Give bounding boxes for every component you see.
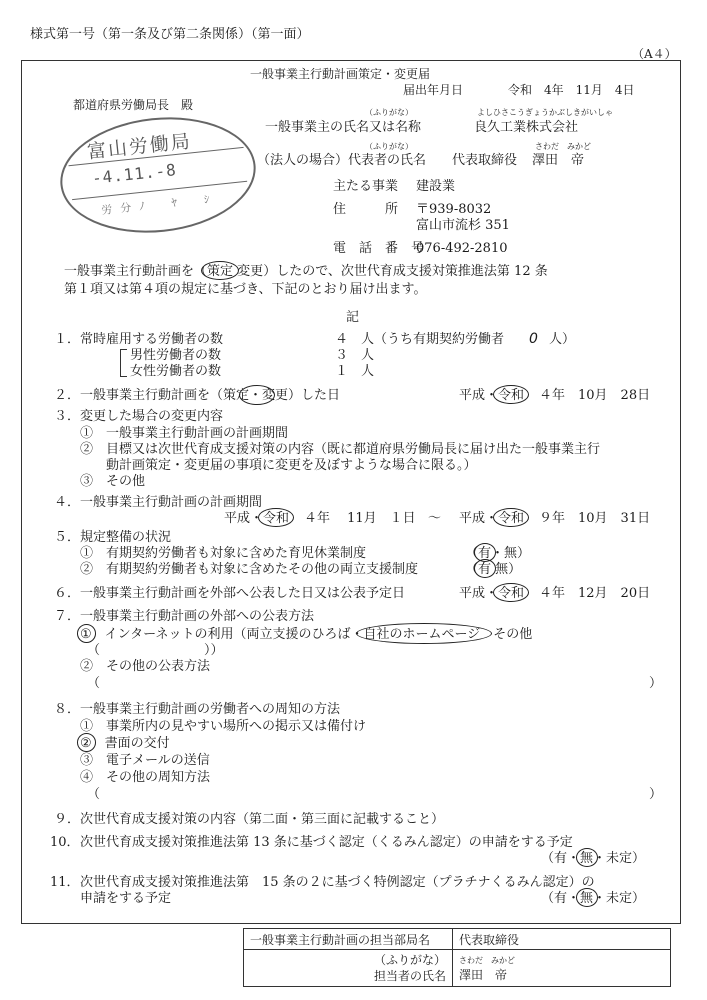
rep-title: 代表取締役 — [452, 153, 518, 168]
female-label: 女性労働者の数 — [130, 364, 222, 379]
era-heisei: 平成・ — [224, 511, 264, 526]
selection-circle — [201, 261, 239, 280]
section5-item1-choice — [465, 547, 530, 560]
end-date: ９年 10月 31日 — [539, 511, 651, 526]
name-furigana: さわだ みかど — [459, 956, 515, 965]
era-reiwa — [263, 511, 289, 526]
selection-circle — [77, 733, 96, 752]
own-homepage — [364, 627, 481, 642]
fixed-term-count: 0 — [529, 331, 538, 347]
choice-no — [580, 891, 593, 906]
paren-close: ） — [649, 676, 663, 691]
section8-item2 — [80, 737, 170, 750]
section11-label-1: 次世代育成支援対策推進法第 15 条の２に基づく特例認定（プラチナくるみん認定）の — [80, 875, 595, 890]
choice-no: ・無） — [491, 546, 531, 561]
section6-num: ６． — [54, 586, 81, 601]
table-row — [244, 929, 671, 950]
selection-circle — [493, 583, 529, 602]
section11-choice — [541, 892, 645, 905]
item-number-text: ① — [80, 627, 92, 642]
era-reiwa-text: 令和 — [498, 511, 525, 526]
item1-other: その他 — [493, 627, 533, 642]
form-label: 様式第一号（第一条及び第二条関係）（第一面） — [30, 27, 310, 42]
item2-text: 書面の交付 — [104, 736, 170, 751]
item-number-text: ② — [80, 736, 92, 751]
period-start — [224, 512, 289, 525]
choice-strategy — [207, 264, 233, 279]
selection-circle — [576, 848, 598, 867]
start-date: ４年 11月 １日 — [304, 511, 416, 526]
stamp-office: 富山労働局 — [86, 130, 193, 164]
section10-choice — [541, 852, 645, 865]
item-number — [80, 736, 92, 751]
name-value: 澤田 帝 — [459, 968, 508, 982]
name-label-cell — [244, 950, 453, 987]
choice-change: 変更 — [237, 264, 264, 279]
male-count: ３ 人 — [335, 348, 375, 363]
era-heisei: 平成・ — [459, 511, 499, 526]
section10-num: 10． — [50, 835, 80, 850]
section9-label: 次世代育成支援対策の内容（第二面・第三面に記載すること） — [80, 812, 445, 827]
section3-num: ３． — [54, 409, 81, 424]
section8-item1: ① 事業所内の見やすい場所への掲示又は備付け — [80, 719, 367, 734]
period-tilde: ～ — [428, 511, 442, 526]
section3-label: 変更した場合の変更内容 — [80, 409, 224, 424]
selection-circle — [493, 385, 529, 404]
section7-item2: ② その他の公表方法 — [80, 659, 211, 674]
section11-num: 11． — [50, 875, 80, 890]
contact-table — [243, 928, 671, 987]
choice-yes-text: 有 — [478, 546, 492, 561]
rep-name: 澤田 帝 — [532, 153, 585, 168]
section7-num: ７． — [54, 609, 81, 624]
own-homepage-text: 自社のホームページ — [363, 627, 481, 642]
paren: （ — [465, 562, 479, 577]
address-value: 富山市流杉 351 — [416, 218, 510, 233]
stamp-bottom: 労分ﾉ ﾔ ｼ — [100, 191, 218, 218]
era-heisei: 平成・ — [459, 388, 499, 403]
section2-era — [459, 389, 524, 402]
furigana-label: （ふりがな） — [365, 142, 413, 151]
section7-label: 一般事業主行動計画の外部への公表方法 — [80, 609, 315, 624]
era-reiwa-text: 令和 — [263, 511, 290, 526]
section3-item: ③ その他 — [80, 474, 146, 489]
period-end — [459, 512, 524, 525]
paper-size: （A４） — [632, 47, 677, 61]
opt-close: ・未定） — [593, 851, 646, 866]
female-count: １ 人 — [335, 364, 375, 379]
section2-label: 一般事業主行動計画を（策定・変更）した日 — [80, 388, 341, 403]
section1-num: １． — [54, 332, 81, 347]
selection-circle — [356, 623, 492, 644]
intro-line1 — [64, 265, 548, 278]
era-heisei: 平成・ — [459, 586, 499, 601]
company-label: 一般事業主の氏名又は名称 — [265, 120, 422, 135]
choice-no-text: 無 — [580, 851, 594, 866]
paren-open: （ — [87, 676, 101, 691]
phone-label: 電 話 番 号 — [333, 241, 425, 256]
section8-item3: ③ 電子メールの送信 — [80, 753, 210, 768]
selection-circle — [493, 508, 529, 527]
section2-date: ４年 10月 28日 — [539, 388, 651, 403]
section3-item: ② 目標又は次世代育成支援対策の内容（既に都道府県労働局長に届け出た一般事業主行 — [80, 442, 601, 457]
stamp-date: -4.11.-8 — [91, 160, 178, 188]
section1-label: 常時雇用する労働者の数 — [80, 332, 224, 347]
section5-label: 規定整備の状況 — [80, 530, 172, 545]
dept-label: 一般事業主行動計画の担当部局名 — [244, 929, 453, 950]
selection-circle — [239, 385, 275, 405]
section3-item: 動計画策定・変更届の事項に変更を及ぼすような場合に限る。） — [80, 458, 477, 473]
rep-furigana: さわだ みかど — [535, 142, 591, 151]
male-label: 男性労働者の数 — [130, 348, 222, 363]
section6-label: 一般事業主行動計画を外部へ公表した日又は公表予定日 — [80, 586, 406, 601]
section8-item4: ④ その他の周知方法 — [80, 770, 211, 785]
choice-no: 無） — [495, 562, 522, 577]
item1-text: インターネットの利用（両立支援のひろば・ — [104, 627, 364, 642]
section8-label: 一般事業主行動計画の労働者への周知の方法 — [80, 702, 341, 717]
selection-circle — [258, 508, 294, 527]
paren: （ — [465, 546, 479, 561]
section1-unit: 人） — [549, 332, 576, 347]
paren-close: ） — [649, 787, 663, 802]
section11-label-2: 申請をする予定 — [80, 891, 172, 906]
section6-date: ４年 12月 20日 — [539, 586, 651, 601]
section4-num: ４． — [54, 495, 81, 510]
choice-yes-text: 有 — [478, 562, 492, 577]
section3-item: ① 一般事業主行動計画の計画期間 — [80, 426, 289, 441]
furigana-label: （ふりがな） — [365, 108, 413, 117]
name-value-cell — [453, 950, 671, 987]
section4-label: 一般事業主行動計画の計画期間 — [80, 495, 263, 510]
intro-pre: 一般事業主行動計画を（ — [64, 264, 208, 279]
ki-heading: 記 — [346, 310, 360, 325]
section5-item2-choice — [465, 563, 521, 576]
rep-label: （法人の場合）代表者の氏名 — [257, 153, 427, 168]
postal-code: 〒939-8032 — [416, 202, 492, 217]
section7-item1 — [80, 628, 532, 641]
selection-circle — [77, 624, 96, 643]
opt-open: （有・ — [541, 891, 581, 906]
choice-yes — [478, 562, 491, 577]
business-value: 建設業 — [416, 179, 456, 194]
dept-value: 代表取締役 — [453, 929, 671, 950]
bracket — [120, 349, 127, 377]
form-title: 一般事業主行動計画策定・変更届 — [250, 67, 431, 81]
choice-strategy-text: 策定 — [207, 264, 234, 279]
section6-era — [459, 587, 524, 600]
era-reiwa — [498, 511, 524, 526]
address-label: 住 所 — [333, 202, 399, 217]
era-reiwa-text: 令和 — [498, 388, 525, 403]
opt-close: ・未定） — [593, 891, 646, 906]
furigana-label: （ふりがな） — [373, 953, 446, 967]
choice-no-text: 無 — [580, 891, 594, 906]
intro-post: ）したので、次世代育成支援対策推進法第 12 条 — [263, 264, 548, 279]
choice-no — [580, 851, 593, 866]
section5-num: ５． — [54, 530, 81, 545]
paren-close: ）） — [204, 643, 224, 658]
filing-date-label: 届出年月日 — [403, 83, 464, 97]
filing-date: 令和 4年 11月 4日 — [508, 83, 635, 97]
section5-item1: ① 有期契約労働者も対象に含めた育児休業制度 — [80, 546, 367, 561]
era-reiwa — [498, 586, 524, 601]
business-label: 主たる事業 — [333, 179, 399, 194]
selection-circle — [474, 559, 496, 578]
section2-num: ２． — [54, 388, 81, 403]
intro-line2: 第１項又は第４項の規定に基づき、下記のとおり届け出ます。 — [64, 282, 427, 297]
era-reiwa-text: 令和 — [498, 586, 525, 601]
section9-num: ９． — [54, 812, 81, 827]
paren-open: （ — [87, 787, 101, 802]
section1-total: ４ 人（うち有期契約労働者 — [335, 332, 505, 347]
company-name: 良久工業株式会社 — [474, 120, 579, 135]
opt-open: （有・ — [541, 851, 581, 866]
section8-num: ８． — [54, 702, 81, 717]
phone-value: 076-492-2810 — [416, 241, 508, 256]
name-label: 担当者の氏名 — [373, 969, 446, 983]
section5-item2: ② 有期契約労働者も対象に含めたその他の両立支援制度 — [80, 562, 419, 577]
addressee: 都道府県労働局長 殿 — [73, 98, 194, 112]
item-number — [80, 627, 92, 642]
table-row — [244, 950, 671, 987]
section10-label: 次世代育成支援対策推進法第 13 条に基づく認定（くるみん認定）の申請をする予定 — [80, 835, 573, 850]
company-furigana: よしひさこうぎょうかぶしきがいしゃ — [477, 108, 613, 117]
era-reiwa — [498, 388, 524, 403]
selection-circle — [576, 888, 598, 907]
paren-open: （ — [87, 643, 101, 658]
